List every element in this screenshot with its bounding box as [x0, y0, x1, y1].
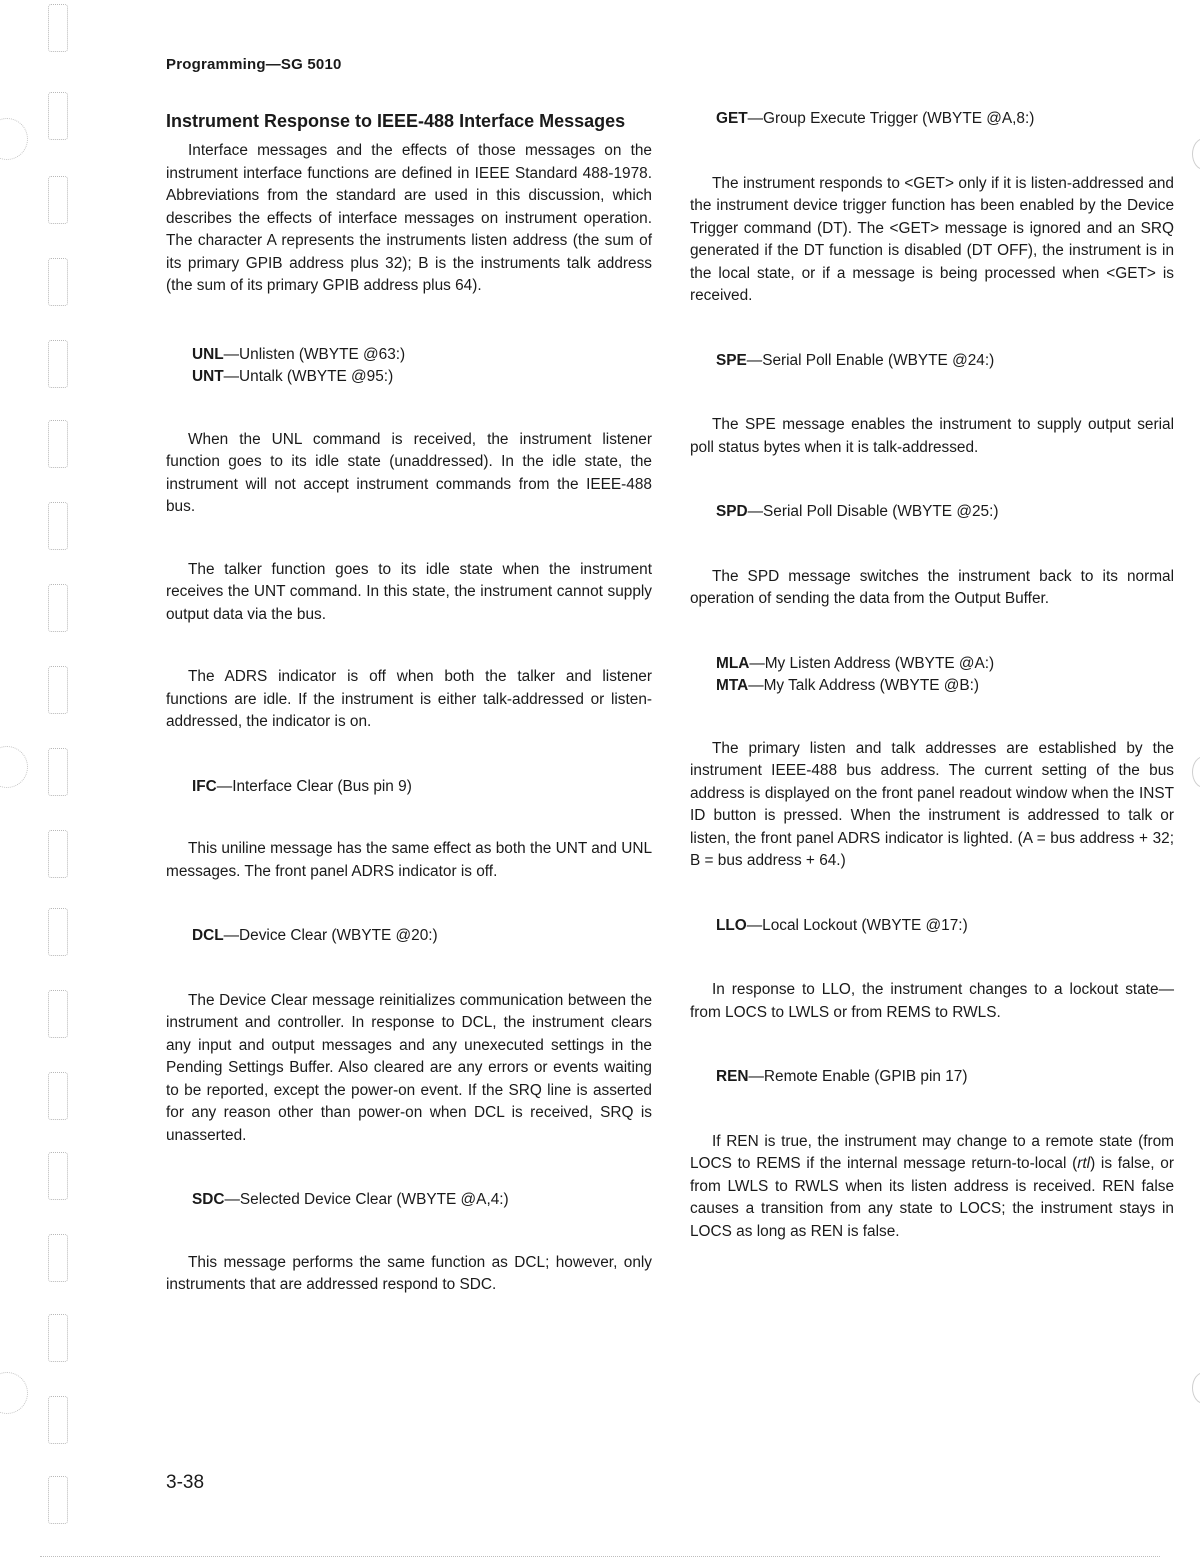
binder-hole: [48, 1152, 68, 1200]
binder-margin: [0, 0, 80, 1568]
ren-description-end: ) is false, or from LWLS to RWLS when its listen address is received. REN false causes a transition from any state to LOCS; the instrument stays in LOCS as long as REN is false.: [690, 1155, 1174, 1240]
command-text: —Device Clear (WBYTE @20:): [223, 927, 438, 944]
binder-hole: [48, 1072, 68, 1120]
command-heading-unl: [166, 344, 652, 367]
llo-description: In response to LLO, the instrument changes to a lockout state—from LOCS to LWLS or from REMS to RWLS.: [690, 981, 1174, 1021]
binder-hole: [48, 990, 68, 1038]
unl-description: When the UNL command is received, the instrument listener function goes to its idle state (unaddressed). In the idle state, the instrument will not accept instrument commands from the IEEE-488 bus.: [166, 430, 652, 515]
binder-ring-arc: [0, 1372, 28, 1414]
bottom-edge: [40, 1556, 1160, 1557]
left-column: [166, 108, 652, 1297]
spe-description: The SPE message enables the instrument to supply output serial poll status bytes when it is talk-addressed.: [690, 416, 1174, 456]
command-heading-dcl: [166, 925, 652, 948]
command-abbr: UNT: [192, 368, 224, 385]
command-heading-spd: [690, 501, 1174, 524]
command-heading-get: [690, 108, 1174, 131]
sdc-description: This message performs the same function as DCL; however, only instruments that are addressed respond to SDC.: [166, 1253, 652, 1293]
command-heading-ifc: [166, 776, 652, 799]
binder-hole: [48, 830, 68, 878]
command-abbr: SPD: [716, 503, 748, 520]
command-abbr: LLO: [716, 916, 747, 934]
rtl-term: rtl: [1077, 1155, 1091, 1172]
command-heading-llo: [690, 915, 1174, 938]
ren-description: [690, 1131, 1174, 1244]
binder-hole: [48, 258, 68, 306]
address-description: The primary listen and talk addresses are established by the instrument IEEE-488 bus address. The current setting of the bus address is displayed on the front panel readout window when the INST ID button is pressed. When the instrument is addressed to talk or listen, the front panel ADRS indicator is lighted. (A = bus address + 32; B = bus address + 64.): [690, 739, 1174, 869]
command-abbr: REN: [716, 1068, 749, 1085]
binder-hole: [48, 908, 68, 956]
command-abbr: MTA: [716, 677, 749, 694]
binder-hole: [48, 92, 68, 140]
binder-hole: [48, 1314, 68, 1362]
binder-hole: [48, 502, 68, 550]
binder-ring-arc: [0, 118, 28, 160]
binder-hole: [48, 1234, 68, 1282]
command-text: —Interface Clear (Bus pin 9): [216, 777, 412, 795]
binder-hole: [48, 584, 68, 632]
command-text: —Selected Device Clear (WBYTE @A,4:): [224, 1191, 509, 1208]
spd-description: The SPD message switches the instrument back to its normal operation of sending the data from the Output Buffer.: [690, 567, 1174, 607]
command-text: —Serial Poll Enable (WBYTE @24:): [746, 351, 995, 369]
command-abbr: UNL: [192, 345, 224, 363]
dcl-description: The Device Clear message reinitializes communication between the instrument and controller. In response to DCL, the instrument clears any input and output messages and any unexecuted settings in the Pending Settings Buffer. Also cleared are any errors or events waiting to be reported, except the power-on event. If the SRQ line is asserted for any reason other than power-on when DCL is received, SRQ is unasserted.: [166, 991, 652, 1144]
binder-hole: [48, 4, 68, 52]
command-text: —Remote Enable (GPIB pin 17): [748, 1068, 968, 1085]
binder-hole: [48, 1476, 68, 1524]
command-abbr: IFC: [192, 777, 217, 795]
binder-ring-arc: [0, 746, 28, 788]
binder-hole: [48, 176, 68, 224]
command-text: —Unlisten (WBYTE @63:): [223, 345, 406, 363]
command-heading-spe: [690, 350, 1174, 373]
command-abbr: SPE: [716, 351, 747, 369]
command-text: —My Talk Address (WBYTE @B:): [748, 677, 980, 694]
edge-mark: [1192, 1372, 1200, 1404]
binder-hole: [48, 666, 68, 714]
running-header: Programming—SG 5010: [166, 56, 342, 73]
command-heading-mla: [690, 653, 1174, 676]
binder-hole: [48, 420, 68, 468]
command-text: —Untalk (WBYTE @95:): [223, 368, 394, 385]
command-text: —Group Execute Trigger (WBYTE @A,8:): [747, 110, 1035, 127]
get-description: The instrument responds to <GET> only if it is listen-addressed and the instrument device trigger function has been enabled by the Device Trigger command (DT). The <GET> message is ignored and an SRQ generated if the DT function is disabled (DT OFF), the instrument is in the local state, or if a message is being processed when <GET> is received.: [690, 174, 1174, 304]
command-heading-ren: [690, 1066, 1174, 1089]
command-abbr: GET: [716, 110, 748, 127]
adrs-description: The ADRS indicator is off when both the talker and listener functions are idle. If the instrument is either talk-addressed or listen-addressed, the indicator is on.: [166, 668, 652, 730]
binder-hole: [48, 340, 68, 388]
command-abbr: MLA: [716, 654, 750, 672]
command-abbr: DCL: [192, 927, 224, 944]
binder-hole: [48, 1396, 68, 1444]
command-text: —Serial Poll Disable (WBYTE @25:): [747, 503, 999, 520]
command-heading-mta: [690, 675, 1174, 698]
command-heading-unt: [166, 366, 652, 389]
command-abbr: SDC: [192, 1191, 225, 1208]
right-column: [690, 108, 1174, 1243]
intro-paragraph: Interface messages and the effects of those messages on the instrument interface functions are defined in IEEE Standard 488-1978. Abbreviations from the standard are used in this discussion, which describes the effects of interface messages on instrument operation. The character A represents the instruments listen address (the sum of its primary GPIB address plus 32); B is the instruments talk address (the sum of its primary GPIB address plus 64).: [166, 142, 652, 294]
section-title: Instrument Response to IEEE-488 Interface Messages: [166, 111, 626, 131]
page-number: 3-38: [166, 1472, 205, 1493]
command-text: —Local Lockout (WBYTE @17:): [746, 916, 968, 934]
edge-mark: [1192, 756, 1200, 788]
binder-hole: [48, 748, 68, 796]
command-heading-sdc: [166, 1189, 652, 1212]
ifc-description: This uniline message has the same effect as both the UNT and UNL messages. The front panel ADRS indicator is off.: [166, 840, 652, 880]
edge-mark: [1192, 138, 1200, 170]
command-text: —My Listen Address (WBYTE @A:): [749, 654, 995, 672]
ren-description-start: If REN is true, the instrument may change to a remote state (from LOCS to REMS if the internal message return-to-local (: [690, 1132, 1174, 1172]
unt-description: The talker function goes to its idle state when the instrument receives the UNT command. In this state, the instrument cannot supply output data via the bus.: [166, 560, 652, 623]
